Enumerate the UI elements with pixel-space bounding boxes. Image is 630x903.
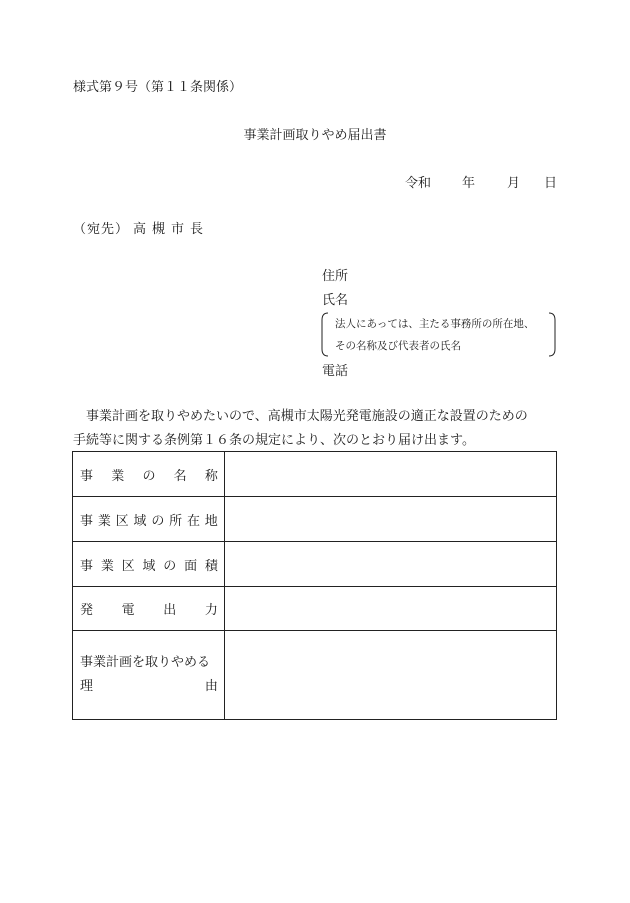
label-char: 電 (121, 603, 135, 618)
label-char: 所 (169, 513, 183, 529)
reason-field[interactable] (224, 631, 556, 720)
label-char: 業 (97, 513, 111, 529)
addressee-prefix: （宛先） (73, 222, 130, 237)
reason-label-line1: 事業計画を取りやめる (80, 655, 211, 670)
label-char: 事 (80, 558, 94, 574)
date-year-label: 年 (462, 176, 476, 191)
table-row (73, 452, 557, 497)
label-char: の (151, 513, 165, 529)
project-area-label (73, 555, 224, 574)
label-char: 事 (80, 513, 94, 529)
label-char: 名 (173, 468, 187, 484)
label-char: 地 (204, 513, 218, 529)
table-row (73, 587, 557, 631)
project-location-field[interactable] (224, 497, 556, 542)
label-char: 面 (184, 558, 198, 574)
document-title: 事業計画取りやめ届出書 (243, 128, 387, 143)
body-line2: 手続等に関する条例第１６条の規定により、次のとおり届け出ます。 (73, 433, 475, 448)
row-label-cell (73, 631, 225, 720)
reason-label-ri: 理 (80, 679, 94, 694)
table-row (73, 542, 557, 587)
details-table (72, 451, 557, 720)
row-label-cell (73, 587, 225, 631)
label-char: の (163, 558, 177, 574)
reason-label (73, 651, 224, 699)
label-char: 称 (204, 468, 218, 484)
body-line1: 事業計画を取りやめたいので、高槻市太陽光発電施設の適正な設置のための (86, 409, 528, 424)
date-day-label: 日 (544, 176, 558, 191)
address-label: 住所 (322, 269, 349, 284)
corporate-note-line1: 法人にあっては、主たる事務所の所在地、 (335, 318, 535, 330)
label-char: 積 (204, 558, 218, 574)
row-label-cell (73, 452, 225, 497)
label-char: 区 (115, 513, 129, 529)
label-char: の (142, 468, 156, 484)
label-char: 力 (204, 603, 218, 618)
label-char: 業 (100, 558, 114, 574)
reason-label-line2 (80, 675, 218, 699)
reason-label-yu: 由 (204, 679, 218, 694)
phone-label: 電話 (322, 364, 349, 379)
addressee-city: 高槻市長 (133, 222, 210, 237)
name-label: 氏名 (322, 293, 349, 308)
power-output-field[interactable] (224, 587, 556, 631)
project-name-field[interactable] (224, 452, 556, 497)
label-char: 域 (142, 558, 156, 574)
label-char: 出 (163, 603, 177, 618)
table-row (73, 631, 557, 720)
date-month-label: 月 (507, 176, 521, 191)
project-location-label (73, 510, 224, 529)
label-char: 域 (133, 513, 147, 529)
label-char: 業 (111, 468, 125, 484)
label-char: 区 (121, 558, 135, 574)
addressee (73, 218, 209, 237)
label-char: 発 (80, 603, 94, 618)
date-era: 令和 (405, 176, 432, 191)
project-area-field[interactable] (224, 542, 556, 587)
form-number: 様式第９号（第１１条関係） (73, 80, 243, 95)
corporate-note (320, 312, 557, 357)
project-name-label (73, 465, 224, 484)
label-char: 在 (186, 513, 200, 529)
power-output-label (73, 599, 224, 618)
label-char: 事 (80, 468, 94, 484)
body-paragraph (73, 405, 559, 453)
corporate-note-line2: その名称及び代表者の氏名 (335, 340, 461, 352)
row-label-cell (73, 497, 225, 542)
row-label-cell (73, 542, 225, 587)
table-row (73, 497, 557, 542)
